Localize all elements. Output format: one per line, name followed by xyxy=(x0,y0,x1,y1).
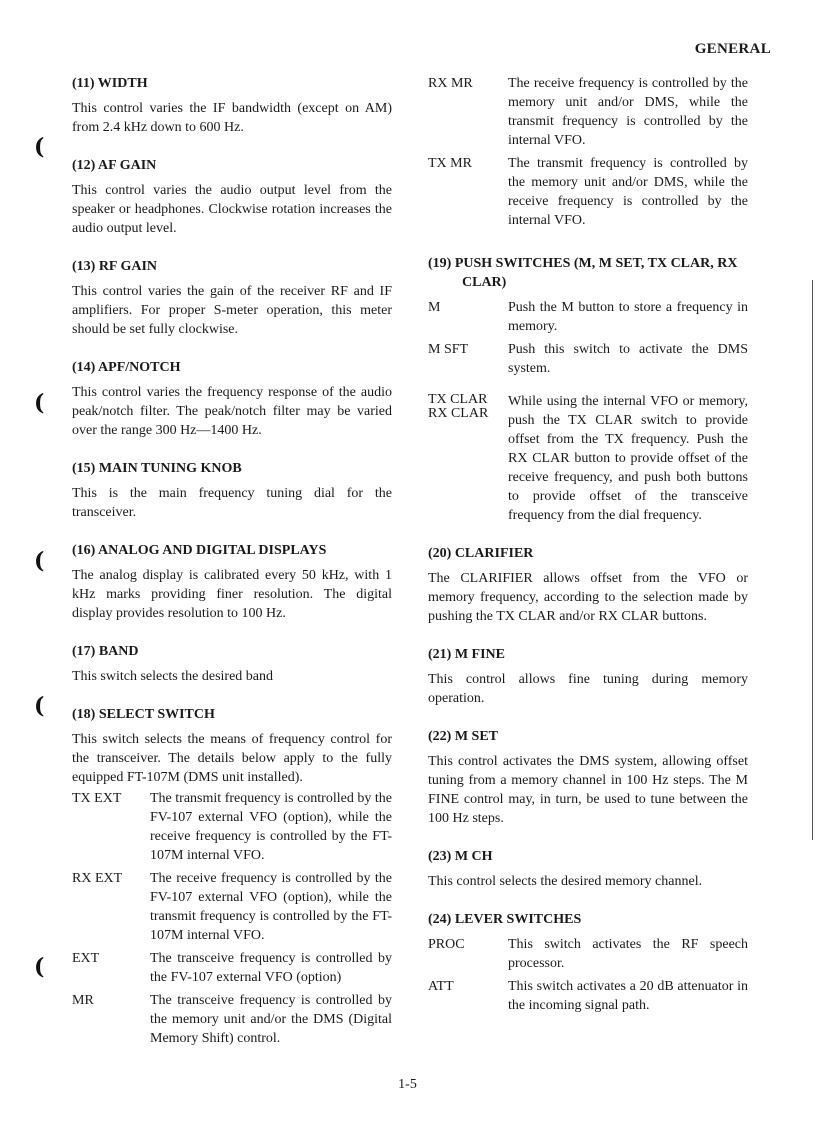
section-title: (20) CLARIFIER xyxy=(428,546,534,561)
definition-item xyxy=(72,869,392,945)
section-body: This switch selects the means of frequency control for the transceiver. The details below apply to the fully equipped FT-107M (DMS unit installed). xyxy=(72,732,392,785)
definition-term: TX EXT xyxy=(72,791,122,806)
definition-term: RX EXT xyxy=(72,871,123,886)
page-header: GENERAL xyxy=(694,41,771,57)
definition-term: RX MR xyxy=(428,76,473,91)
definition-item xyxy=(72,949,392,987)
section-body: This is the main frequency tuning dial for the transceiver. xyxy=(72,486,392,520)
section-width xyxy=(72,74,392,137)
section-lever-switches xyxy=(428,910,748,1015)
definition-item xyxy=(72,991,392,1048)
section-m-set xyxy=(428,727,748,828)
definition-item xyxy=(428,392,748,525)
section-title: (17) BAND xyxy=(72,644,139,659)
section-push-switches xyxy=(428,254,748,525)
margin-mark: ( xyxy=(34,390,45,416)
section-title: (16) ANALOG AND DIGITAL DISPLAYS xyxy=(72,543,327,558)
section-title: (12) AF GAIN xyxy=(72,158,157,173)
section-title: (11) WIDTH xyxy=(72,76,148,91)
section-body: This control activates the DMS system, allowing offset tuning from a memory channel in 100 Hz steps. The M FINE control may, in turn, be used to tune between the 100 Hz steps. xyxy=(428,754,748,826)
definition-desc: The receive frequency is controlled by the memory unit and/or DMS, while the transmit frequency is controlled by the internal VFO. xyxy=(508,76,748,148)
section-clarifier xyxy=(428,544,748,626)
definition-desc: This switch activates the RF speech processor. xyxy=(508,937,748,971)
section-title: (24) LEVER SWITCHES xyxy=(428,912,582,927)
definition-desc: The transmit frequency is controlled by the FV-107 external VFO (option), while the receive frequency is controlled by the FT-107M internal VFO. xyxy=(150,791,392,863)
section-body: The analog display is calibrated every 50 kHz, with 1 kHz marks providing finer resolution. The digital display provides resolution to 100 Hz. xyxy=(72,568,392,621)
section-select-switch xyxy=(72,705,392,1048)
definition-desc: While using the internal VFO or memory, push the TX CLAR switch to provide offset from the TX frequency. Push the RX CLAR button to provide offset of the receive frequency, and push both buttons to provide offset of the transceive frequency from the dial frequency. xyxy=(508,394,748,523)
section-band xyxy=(72,642,392,686)
section-body: This control varies the frequency response of the audio peak/notch filter. The peak/notch filter may be varied over the range 300 Hz—1400 Hz. xyxy=(72,385,392,438)
definition-item xyxy=(428,298,748,336)
section-title: (21) M FINE xyxy=(428,647,505,662)
definition-desc: Push the M button to store a frequency in memory. xyxy=(508,300,748,334)
definition-item xyxy=(428,935,748,973)
section-m-ch xyxy=(428,847,748,891)
section-body: This control varies the gain of the receiver RF and IF amplifiers. For proper S-meter operation, this meter should be set fully clockwise. xyxy=(72,284,392,337)
definition-term: PROC xyxy=(428,937,465,952)
definition-item xyxy=(428,977,748,1015)
section-body: This control varies the IF bandwidth (except on AM) from 2.4 kHz down to 600 Hz. xyxy=(72,101,392,135)
section-body: The CLARIFIER allows offset from the VFO or memory frequency, according to the selection made by pushing the TX CLAR and/or RX CLAR buttons. xyxy=(428,571,748,624)
definition-item xyxy=(428,154,748,230)
page-edge-line xyxy=(812,280,813,840)
section-m-fine xyxy=(428,645,748,708)
definition-term: M SFT xyxy=(428,342,469,357)
definition-term: M xyxy=(428,300,441,315)
definition-term: MR xyxy=(72,993,94,1008)
section-title: (19) PUSH SWITCHES (M, M SET, TX CLAR, RX CLAR) xyxy=(428,256,738,290)
section-title: (15) MAIN TUNING KNOB xyxy=(72,461,242,476)
rx-clar-term: RX CLAR xyxy=(428,406,489,421)
definition-item xyxy=(428,340,748,378)
definition-desc: The transceive frequency is controlled by the FV-107 external VFO (option) xyxy=(150,951,392,985)
margin-mark: ( xyxy=(34,693,45,719)
tx-clar-term: TX CLAR xyxy=(428,392,488,407)
section-body: This control varies the audio output level from the speaker or headphones. Clockwise rotation increases the audio output level. xyxy=(72,183,392,236)
section-displays xyxy=(72,541,392,623)
definition-desc: The transceive frequency is controlled by the memory unit and/or the DMS (Digital Memory Shift) control. xyxy=(150,993,392,1046)
definition-desc: The receive frequency is controlled by the FV-107 external VFO (option), while the transmit frequency is controlled by the FT-107M internal VFO. xyxy=(150,871,392,943)
section-rf-gain xyxy=(72,257,392,339)
right-column xyxy=(428,74,748,1034)
section-body: This control allows fine tuning during memory operation. xyxy=(428,672,748,706)
margin-mark: ( xyxy=(34,548,45,574)
definition-term xyxy=(428,392,508,421)
section-body: This switch selects the desired band xyxy=(72,669,274,684)
definition-term: TX MR xyxy=(428,156,472,171)
definition-desc: The transmit frequency is controlled by the memory unit and/or DMS, while the receive frequency is controlled by the internal VFO. xyxy=(508,156,748,228)
definition-desc: Push this switch to activate the DMS system. xyxy=(508,342,748,376)
section-title: (14) APF/NOTCH xyxy=(72,360,181,375)
section-af-gain xyxy=(72,156,392,238)
section-main-tuning-knob xyxy=(72,459,392,522)
section-body: This control selects the desired memory channel. xyxy=(428,874,703,889)
section-title: (13) RF GAIN xyxy=(72,259,158,274)
section-title: (23) M CH xyxy=(428,849,493,864)
section-title: (18) SELECT SWITCH xyxy=(72,707,215,722)
definition-term: EXT xyxy=(72,951,100,966)
page-number: 1-5 xyxy=(398,1077,417,1092)
left-column xyxy=(72,74,392,1067)
section-title: (22) M SET xyxy=(428,729,498,744)
definition-item xyxy=(72,789,392,865)
definition-desc: This switch activates a 20 dB attenuator in the incoming signal path. xyxy=(508,979,748,1013)
margin-mark: ( xyxy=(34,954,45,980)
definition-item xyxy=(428,74,748,150)
section-apf-notch xyxy=(72,358,392,440)
definition-term: ATT xyxy=(428,979,454,994)
section-select-switch-continued xyxy=(428,74,748,230)
margin-mark: ( xyxy=(34,134,45,160)
